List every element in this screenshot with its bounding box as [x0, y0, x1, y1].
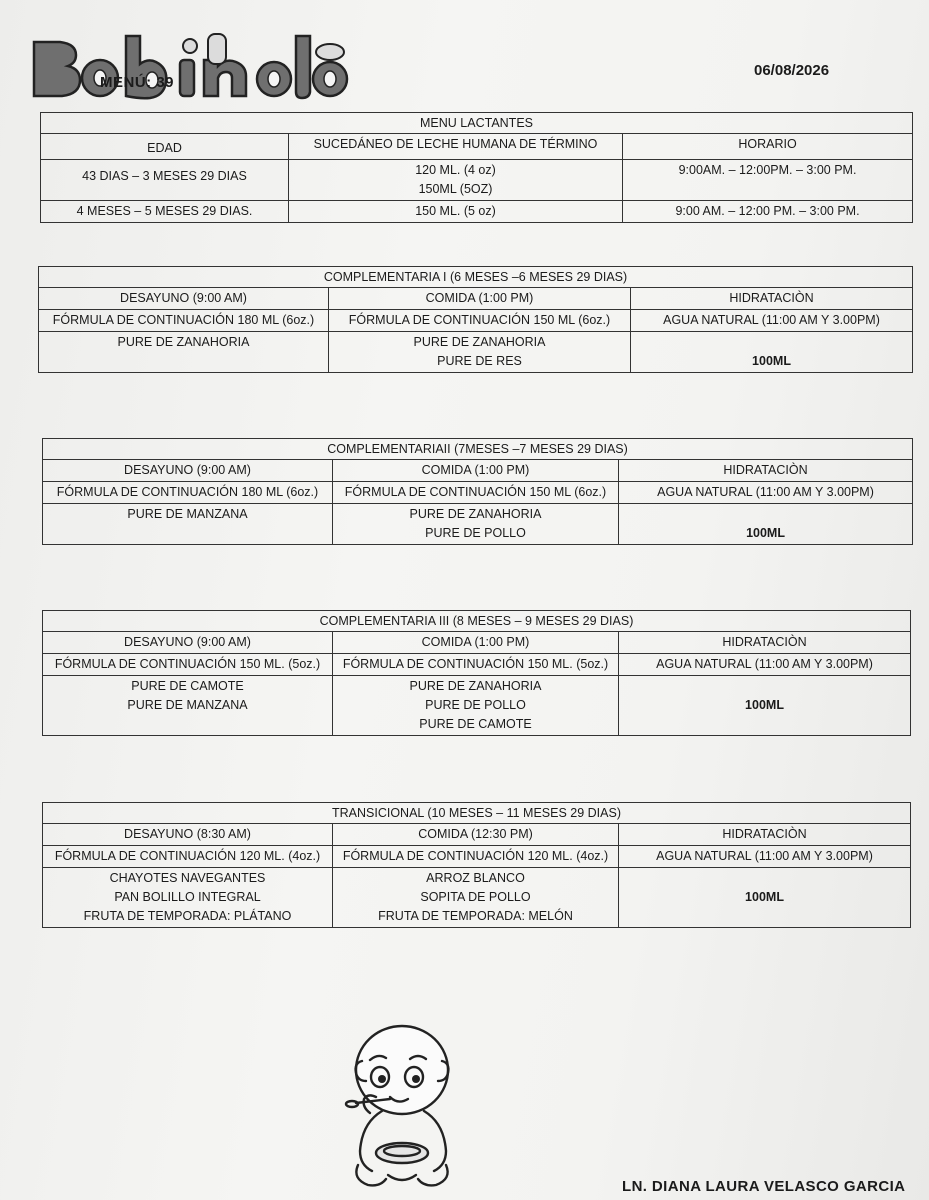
- babinojo-logo: [30, 30, 350, 100]
- table-row: [43, 482, 913, 504]
- header-desayuno: DESAYUNO (8:30 AM): [43, 824, 333, 846]
- cell-food-comida: PURE DE ZANAHORIA PURE DE POLLO PURE DE CAMOTE: [333, 676, 619, 736]
- table-row: [41, 201, 913, 223]
- header-sucedaneo: SUCEDÁNEO DE LECHE HUMANA DE TÉRMINO: [289, 134, 623, 160]
- header-hidratacion: HIDRATACIÒN: [619, 632, 911, 654]
- cell-formula-comida: FÓRMULA DE CONTINUACIÓN 150 ML (6oz.): [329, 310, 631, 332]
- table-row: [43, 654, 911, 676]
- table-row: [43, 846, 911, 868]
- header-desayuno: DESAYUNO (9:00 AM): [39, 288, 329, 310]
- cell-food-desayuno: PURE DE CAMOTE PURE DE MANZANA: [43, 676, 333, 736]
- table-title: MENU LACTANTES: [41, 113, 913, 134]
- cell-hidratacion: AGUA NATURAL (11:00 AM Y 3.00PM): [619, 482, 913, 504]
- table-title: COMPLEMENTARIAII (7MESES –7 MESES 29 DIAS): [43, 439, 913, 460]
- cell-edad: 43 DIAS – 3 MESES 29 DIAS: [41, 160, 289, 201]
- cell-sucedaneo: 120 ML. (4 oz) 150ML (5OZ): [289, 160, 623, 201]
- cell-formula-comida: FÓRMULA DE CONTINUACIÓN 150 ML. (5oz.): [333, 654, 619, 676]
- cell-hidratacion-amount: 100ML: [631, 332, 913, 373]
- cell-formula-desayuno: FÓRMULA DE CONTINUACIÓN 180 ML (6oz.): [39, 310, 329, 332]
- table-row: [39, 310, 913, 332]
- table-row: [43, 632, 911, 654]
- cell-formula-comida: FÓRMULA DE CONTINUACIÓN 150 ML (6oz.): [333, 482, 619, 504]
- header-comida: COMIDA (1:00 PM): [333, 460, 619, 482]
- table-row: [43, 868, 911, 928]
- header-hidratacion: HIDRATACIÒN: [619, 460, 913, 482]
- complementaria-2-table: [42, 438, 913, 545]
- menu-number: MENÚ: 39: [100, 74, 175, 91]
- cell-formula-desayuno: FÓRMULA DE CONTINUACIÓN 120 ML. (4oz.): [43, 846, 333, 868]
- cell-formula-desayuno: FÓRMULA DE CONTINUACIÓN 180 ML (6oz.): [43, 482, 333, 504]
- table-title: TRANSICIONAL (10 MESES – 11 MESES 29 DIAS): [43, 803, 911, 824]
- table-row: [39, 332, 913, 373]
- cell-horario: 9:00 AM. – 12:00 PM. – 3:00 PM.: [623, 201, 913, 223]
- cell-formula-desayuno: FÓRMULA DE CONTINUACIÓN 150 ML. (5oz.): [43, 654, 333, 676]
- table-title: COMPLEMENTARIA I (6 MESES –6 MESES 29 DIAS): [39, 267, 913, 288]
- cell-food-comida: PURE DE ZANAHORIA PURE DE RES: [329, 332, 631, 373]
- table-row: [43, 676, 911, 736]
- cell-edad: 4 MESES – 5 MESES 29 DIAS.: [41, 201, 289, 223]
- header-desayuno: DESAYUNO (9:00 AM): [43, 632, 333, 654]
- cell-hidratacion-amount: 100ML: [619, 504, 913, 545]
- nutritionist-signature: LN. DIANA LAURA VELASCO GARCIA: [622, 1178, 906, 1195]
- baby-eating-icon: [340, 1015, 465, 1190]
- cell-food-comida: PURE DE ZANAHORIA PURE DE POLLO: [333, 504, 619, 545]
- transicional-table: [42, 802, 911, 928]
- table-title: COMPLEMENTARIA III (8 MESES – 9 MESES 29 DIAS): [43, 611, 911, 632]
- table-row: [43, 460, 913, 482]
- cell-food-desayuno: PURE DE MANZANA: [43, 504, 333, 545]
- table-row: [43, 824, 911, 846]
- header-edad: EDAD: [41, 134, 289, 160]
- header-comida: COMIDA (1:00 PM): [329, 288, 631, 310]
- cell-hidratacion: AGUA NATURAL (11:00 AM Y 3.00PM): [619, 846, 911, 868]
- cell-hidratacion-amount: 100ML: [619, 676, 911, 736]
- cell-horario: 9:00AM. – 12:00PM. – 3:00 PM.: [623, 160, 913, 201]
- header-comida: COMIDA (12:30 PM): [333, 824, 619, 846]
- header-hidratacion: HIDRATACIÒN: [619, 824, 911, 846]
- header-horario: HORARIO: [623, 134, 913, 160]
- table-row: [43, 504, 913, 545]
- table-row: [41, 134, 913, 160]
- header-desayuno: DESAYUNO (9:00 AM): [43, 460, 333, 482]
- cell-formula-comida: FÓRMULA DE CONTINUACIÓN 120 ML. (4oz.): [333, 846, 619, 868]
- cell-hidratacion: AGUA NATURAL (11:00 AM Y 3.00PM): [631, 310, 913, 332]
- header-hidratacion: HIDRATACIÒN: [631, 288, 913, 310]
- cell-food-desayuno: CHAYOTES NAVEGANTES PAN BOLILLO INTEGRAL FRUTA DE TEMPORADA: PLÁTANO: [43, 868, 333, 928]
- menu-date: 06/08/2026: [754, 62, 830, 79]
- complementaria-1-table: [38, 266, 913, 373]
- header-comida: COMIDA (1:00 PM): [333, 632, 619, 654]
- cell-hidratacion-amount: 100ML: [619, 868, 911, 928]
- cell-food-desayuno: PURE DE ZANAHORIA: [39, 332, 329, 373]
- cell-hidratacion: AGUA NATURAL (11:00 AM Y 3.00PM): [619, 654, 911, 676]
- complementaria-3-table: [42, 610, 911, 736]
- cell-sucedaneo: 150 ML. (5 oz): [289, 201, 623, 223]
- cell-food-comida: ARROZ BLANCO SOPITA DE POLLO FRUTA DE TEMPORADA: MELÓN: [333, 868, 619, 928]
- table-row: [39, 288, 913, 310]
- table-row: [41, 160, 913, 201]
- lactantes-table: [40, 112, 913, 223]
